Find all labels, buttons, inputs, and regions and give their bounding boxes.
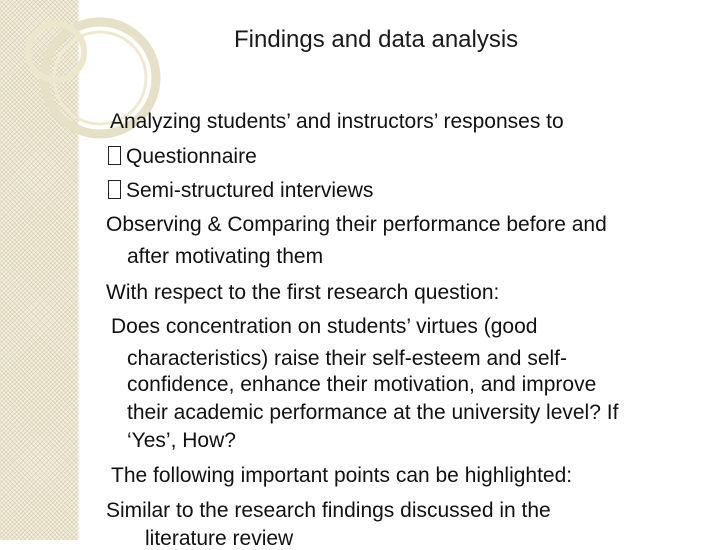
checkbox-bullet-icon <box>108 180 121 199</box>
bullet-item-questionnaire <box>108 146 257 167</box>
content-line-cutoff: literature review <box>145 527 294 550</box>
bullet-item-label: Questionnaire <box>126 145 257 168</box>
slide-title: Findings and data analysis <box>234 26 519 53</box>
content-line: Does concentration on students’ virtues (good <box>111 315 538 338</box>
decorative-circles <box>0 0 160 200</box>
bullet-item-interviews <box>108 180 373 201</box>
content-line: The following important points can be highlighted: <box>111 464 573 487</box>
content-line-intro: Analyzing students’ and instructors’ responses to <box>110 110 564 133</box>
content-line: ‘Yes’, How? <box>127 429 236 452</box>
content-line: characteristics) raise their self-esteem and self- <box>127 347 567 370</box>
content-line: their academic performance at the university level? If <box>127 401 619 424</box>
content-line: With respect to the first research question: <box>106 281 500 304</box>
content-line: Similar to the research findings discussed in the <box>106 499 551 522</box>
content-line: Observing & Comparing their performance before and <box>106 213 607 236</box>
checkbox-bullet-icon <box>108 146 121 165</box>
content-line: after motivating them <box>127 245 324 268</box>
bullet-item-label: Semi-structured interviews <box>126 179 374 202</box>
content-line: confidence, enhance their motivation, and improve <box>127 373 597 396</box>
